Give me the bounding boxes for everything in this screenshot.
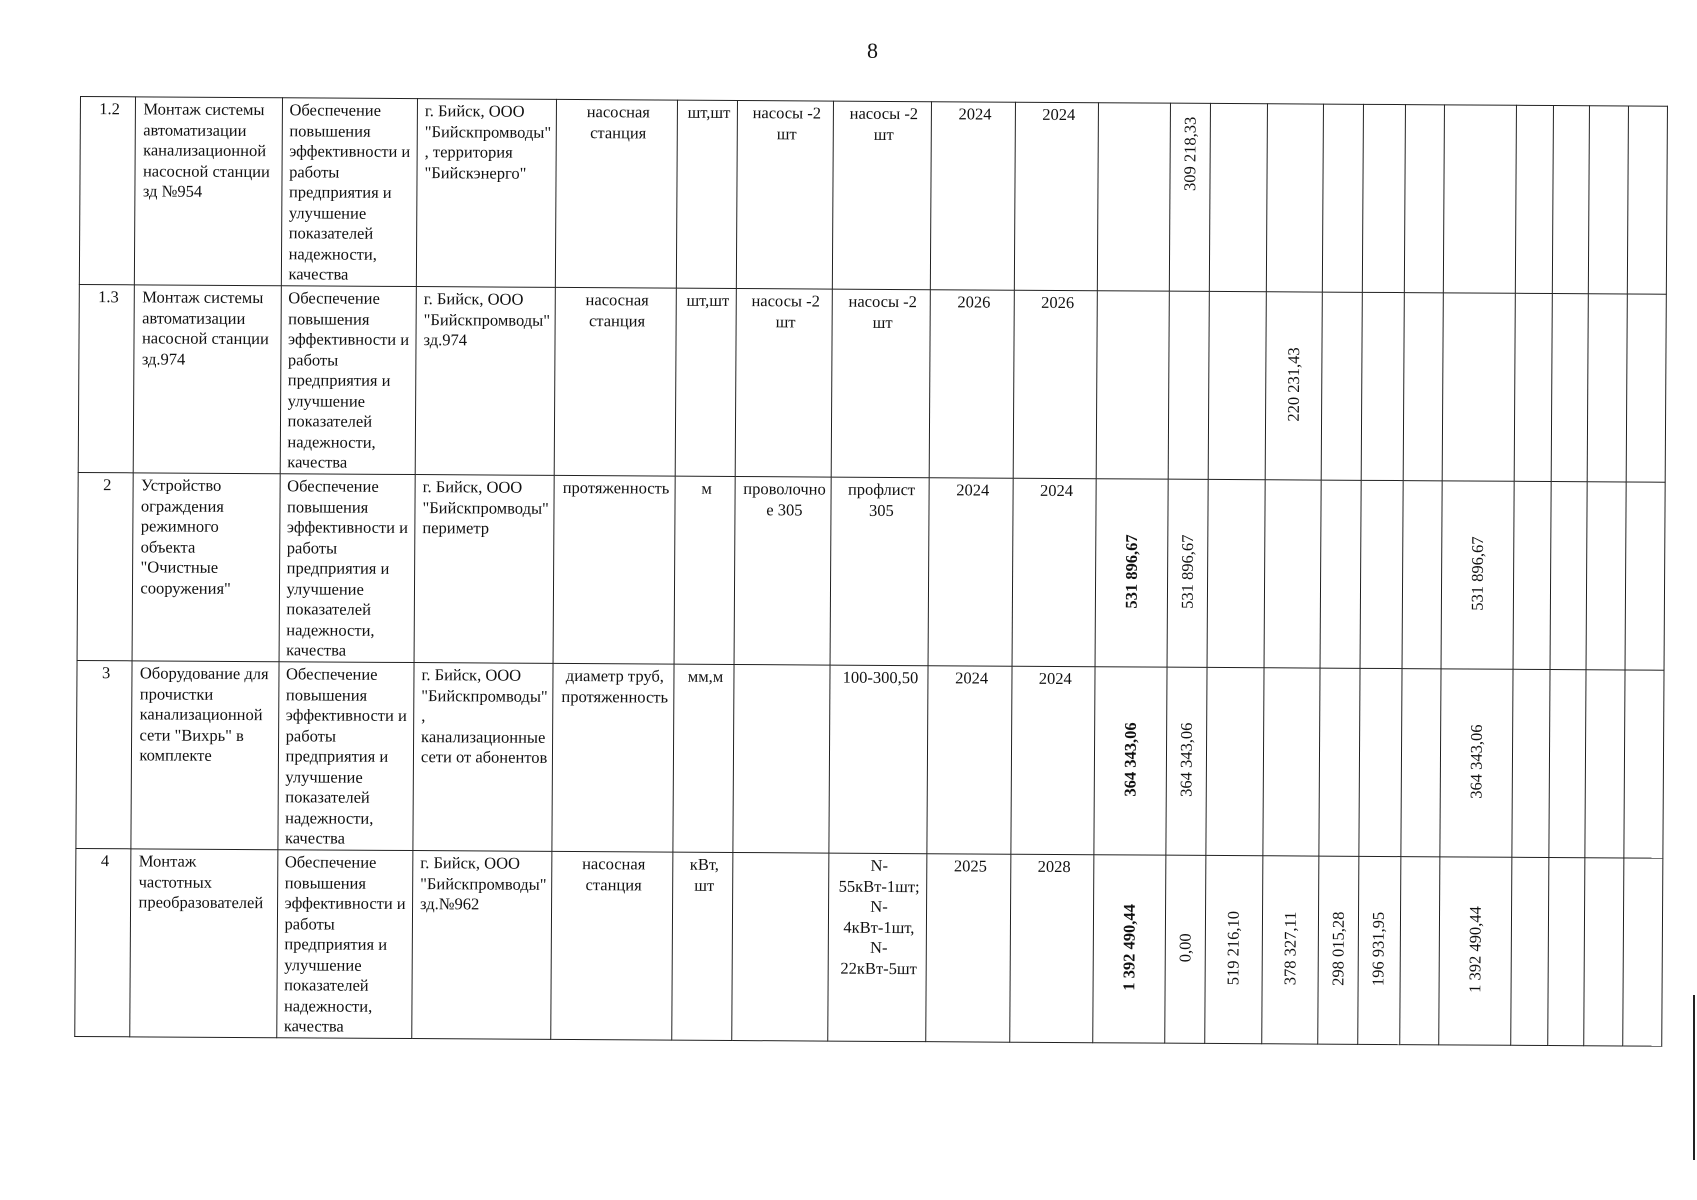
unit-of-measure: м <box>674 476 735 664</box>
empty-cell <box>1516 105 1553 293</box>
start-year: 2026 <box>929 290 1014 479</box>
technical-parameter: насосная станция <box>550 851 673 1040</box>
cost-2026: 220 231,43 <box>1283 347 1303 422</box>
cost-2029-cell <box>1402 481 1443 669</box>
funding-source: 1 392 490,44 <box>1465 906 1485 993</box>
empty-cell <box>1584 858 1625 1046</box>
measure-name: Монтаж системы автоматизации канализационной насосной станции зд №954 <box>135 97 282 286</box>
empty-cell <box>1625 482 1665 670</box>
total-cost: 531 896,67 <box>1121 534 1141 609</box>
measure-goal: Обеспечение повышения эффективности и работы предприятия и улучшение показателей надежности, качества <box>276 850 413 1039</box>
start-year: 2024 <box>930 102 1015 291</box>
cost-2029-cell <box>1400 669 1441 857</box>
total-cost: 364 343,06 <box>1120 722 1140 797</box>
cost-2028-cell <box>1362 104 1405 292</box>
empty-cell <box>1623 858 1663 1046</box>
empty-cell <box>1514 481 1551 669</box>
funding-source-cell <box>1440 669 1514 857</box>
start-year: 2024 <box>927 666 1012 855</box>
empty-cell <box>1512 669 1549 857</box>
start-year: 2024 <box>928 478 1013 667</box>
value-after: насосы -2 шт <box>831 289 930 478</box>
cost-2029-cell <box>1399 857 1440 1045</box>
end-year: 2024 <box>1011 666 1095 855</box>
empty-cell <box>1627 294 1667 482</box>
row-number: 2 <box>77 472 134 660</box>
cost-2024: 0,00 <box>1175 933 1195 963</box>
total-cost-cell <box>1093 855 1166 1043</box>
value-before <box>733 665 830 854</box>
empty-cell <box>1549 669 1586 857</box>
measure-name: Оборудование для прочистки канализационной сети "Вихрь" в комплекте <box>131 661 278 850</box>
technical-parameter: протяженность <box>553 475 676 664</box>
cost-2026-cell <box>1266 104 1324 292</box>
cost-2024-cell <box>1167 479 1209 667</box>
cost-2028: 196 931,95 <box>1368 911 1389 987</box>
total-cost-cell <box>1098 103 1171 291</box>
cost-2026-cell <box>1263 668 1321 856</box>
unit-of-measure: шт,шт <box>677 100 738 288</box>
empty-cell <box>1585 670 1626 858</box>
cost-2028-cell <box>1359 668 1402 856</box>
cost-2024-cell <box>1166 667 1208 855</box>
cost-2026-cell <box>1264 480 1322 668</box>
cost-2027-cell <box>1318 856 1359 1044</box>
row-number: 3 <box>76 660 133 848</box>
measure-name: Устройство ограждения режимного объекта "Очистные сооружения" <box>133 473 280 662</box>
cost-2027-cell <box>1320 480 1361 668</box>
cost-2027: 298 015,28 <box>1328 911 1348 986</box>
cost-2024: 364 343,06 <box>1176 722 1196 797</box>
empty-cell <box>1588 106 1629 294</box>
cost-2027-cell <box>1319 668 1360 856</box>
cost-2024: 309 218,33 <box>1179 116 1200 191</box>
funding-source-cell <box>1441 481 1515 669</box>
cost-2024: 531 896,67 <box>1177 534 1197 609</box>
empty-cell <box>1547 857 1584 1045</box>
cost-2025-cell <box>1206 667 1264 855</box>
funding-source-cell <box>1443 105 1517 293</box>
table-row <box>75 848 1663 1046</box>
value-after: 100-300,50 <box>829 665 928 854</box>
cost-2025-cell <box>1207 479 1265 667</box>
measure-goal: Обеспечение повышения эффективности и работы предприятия и улучшение показателей надежности, качества <box>281 98 418 287</box>
funding-source-cell <box>1439 857 1513 1045</box>
cost-2024-cell <box>1169 103 1211 291</box>
empty-cell <box>1586 482 1627 670</box>
end-year: 2026 <box>1013 290 1097 479</box>
cost-2029-cell <box>1403 293 1444 481</box>
empty-cell <box>1511 857 1548 1045</box>
end-year: 2024 <box>1012 478 1096 667</box>
scan-edge-line <box>1693 995 1695 1160</box>
value-after: насосы -2 шт <box>832 101 931 290</box>
unit-of-measure: шт,шт <box>675 288 736 476</box>
measure-location: г. Бийск, ООО "Бийскпромводы" , канализационные сети от абонентов <box>413 663 553 852</box>
start-year: 2025 <box>926 854 1011 1043</box>
funding-source: 364 343,06 <box>1466 724 1486 799</box>
empty-cell <box>1628 106 1668 294</box>
cost-2028-cell <box>1360 480 1403 668</box>
measure-goal: Обеспечение повышения эффективности и работы предприятия и улучшение показателей надежности, качества <box>279 474 416 663</box>
measure-location: г. Бийск, ООО "Бийскпромводы" зд.№962 <box>412 851 552 1040</box>
total-cost-cell <box>1096 479 1169 667</box>
measure-goal: Обеспечение повышения эффективности и работы предприятия и улучшение показателей надежности, качества <box>280 286 417 475</box>
total-cost: 1 392 490,44 <box>1118 904 1139 991</box>
measure-name: Монтаж системы автоматизации насосной станции зд.974 <box>134 285 281 474</box>
cost-2024-cell <box>1168 291 1210 479</box>
end-year: 2024 <box>1015 102 1099 291</box>
value-before <box>732 853 829 1042</box>
cost-2024-cell <box>1165 855 1207 1043</box>
end-year: 2028 <box>1010 854 1094 1043</box>
table-row <box>77 472 1665 670</box>
table-row <box>76 660 1664 858</box>
value-before: насосы -2 шт <box>736 101 833 290</box>
cost-2026: 378 327,11 <box>1280 911 1300 986</box>
measure-location: г. Бийск, ООО "Бийскпромводы", территория "Бийскэнерго" <box>416 99 556 288</box>
cost-2027-cell <box>1322 292 1363 480</box>
measure-location: г. Бийск, ООО "Бийскпромводы" зд.974 <box>415 287 555 476</box>
empty-cell <box>1624 670 1664 858</box>
measure-goal: Обеспечение повышения эффективности и работы предприятия и улучшение показателей надежности, качества <box>277 662 414 851</box>
table-row <box>78 284 1666 482</box>
cost-2026-cell <box>1265 292 1323 480</box>
row-number: 1.2 <box>79 97 136 285</box>
value-before: насосы -2 шт <box>735 289 832 478</box>
technical-parameter: диаметр труб, протяженность <box>552 663 675 852</box>
technical-parameter: насосная станция <box>555 99 678 288</box>
technical-parameter: насосная станция <box>554 287 677 476</box>
measure-location: г. Бийск, ООО "Бийскпромводы" периметр <box>414 475 554 664</box>
total-cost-cell <box>1097 291 1170 479</box>
empty-cell <box>1551 293 1588 481</box>
funding-source: 531 896,67 <box>1467 536 1487 611</box>
cost-2025-cell <box>1205 855 1263 1043</box>
empty-cell <box>1550 481 1587 669</box>
cost-2025: 519 216,10 <box>1223 910 1243 986</box>
value-after: N-55кВт-1шт; N-4кВт-1шт, N-22кВт-5шт <box>828 853 927 1042</box>
value-after: профлист 305 <box>830 477 929 666</box>
empty-cell <box>1587 294 1628 482</box>
investment-program-sheet <box>74 96 1668 1047</box>
cost-2026-cell <box>1262 856 1320 1044</box>
table-row <box>79 97 1667 295</box>
cost-2025-cell <box>1209 291 1267 479</box>
unit-of-measure: мм,м <box>673 664 734 852</box>
row-number: 4 <box>75 848 132 1036</box>
cost-2028-cell <box>1358 856 1401 1044</box>
measure-name: Монтаж частотных преобразователей <box>130 849 277 1038</box>
cost-2027-cell <box>1323 104 1364 292</box>
cost-2029-cell <box>1404 105 1445 293</box>
empty-cell <box>1515 293 1552 481</box>
unit-of-measure: кВт, шт <box>672 852 733 1040</box>
investment-program-table <box>74 96 1668 1047</box>
empty-cell <box>1552 105 1589 293</box>
page-number: 8 <box>867 38 878 63</box>
cost-2028-cell <box>1361 292 1404 480</box>
cost-2025-cell <box>1210 103 1268 291</box>
total-cost-cell <box>1094 667 1167 855</box>
value-before: проволочное 305 <box>734 477 831 666</box>
row-number: 1.3 <box>78 284 135 472</box>
funding-source-cell <box>1442 293 1516 481</box>
table-body <box>75 97 1668 1047</box>
